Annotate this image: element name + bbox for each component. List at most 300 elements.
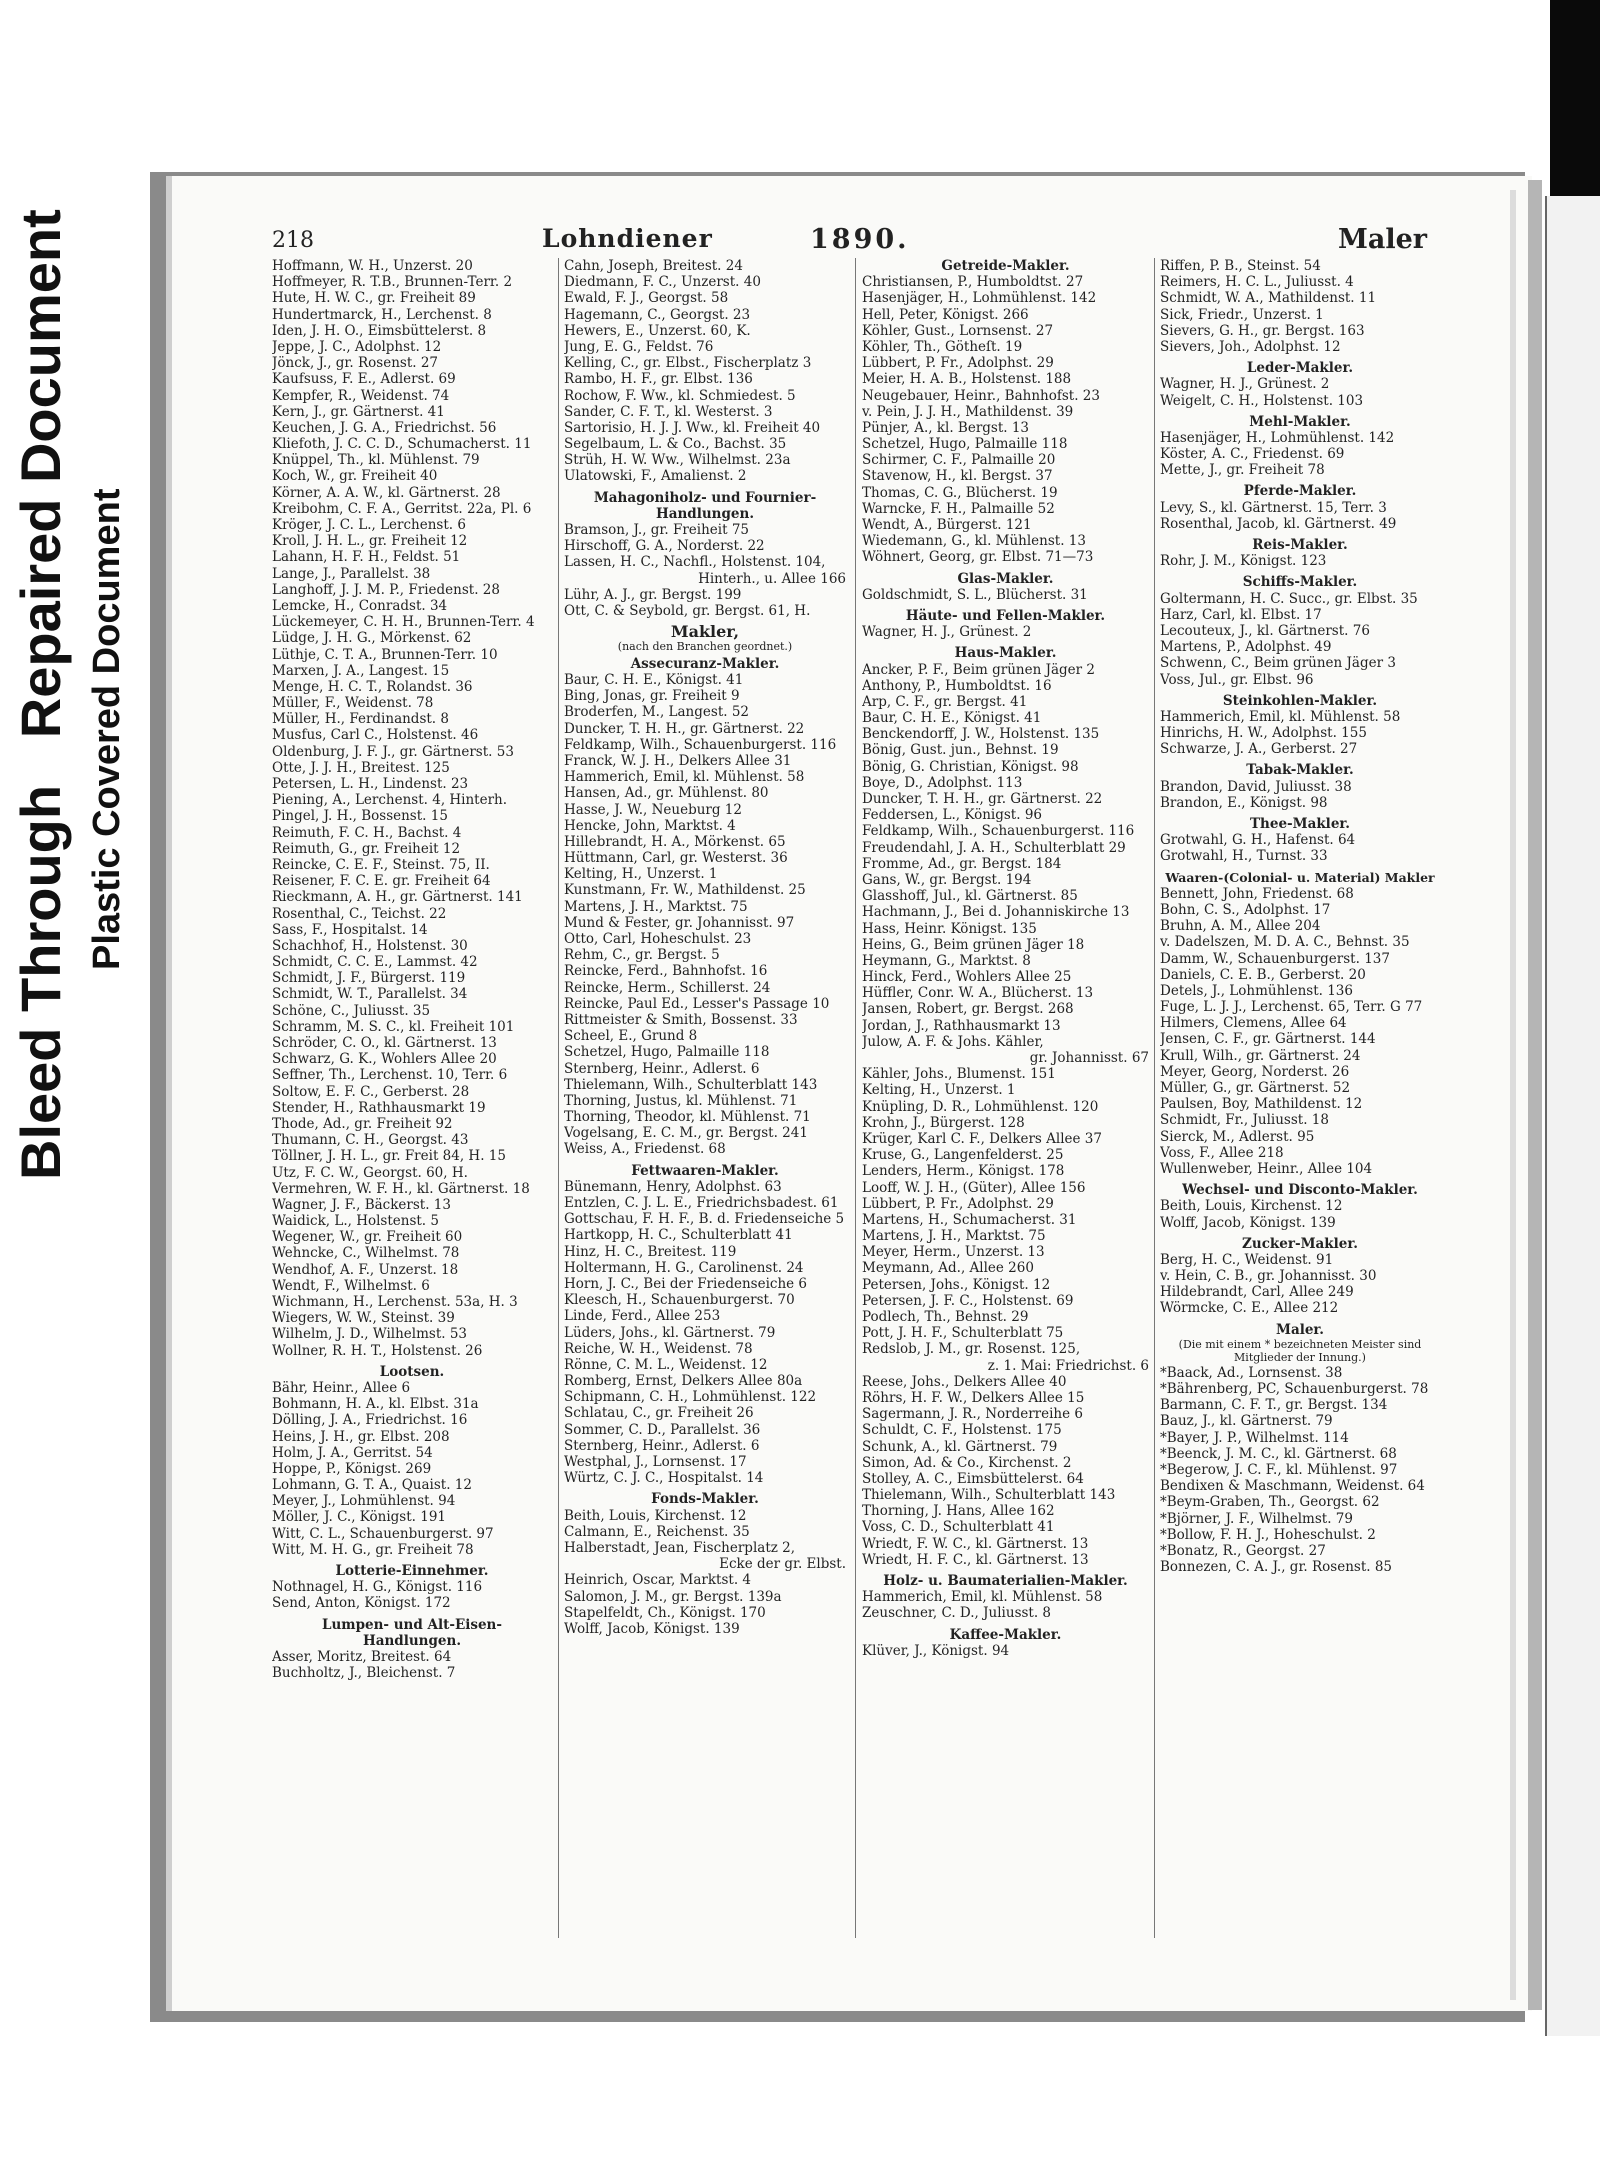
directory-entry: Lübbert, P. Fr., Adolphst. 29: [862, 355, 1054, 372]
section-heading: Reis-Makler.: [1252, 537, 1348, 553]
directory-entry: Krull, Wilh., gr. Gärtnerst. 24: [1160, 1047, 1361, 1064]
directory-entry: Iden, J. H. O., Eimsbüttelerst. 8: [272, 322, 487, 339]
directory-entry: Hencke, John, Marktst. 4: [564, 817, 736, 834]
section-heading: Häute- und Fellen-Makler.: [905, 607, 1106, 624]
section-heading: Maler.: [1276, 1321, 1324, 1338]
directory-entry: Rohr, J. M., Königst. 123: [1160, 553, 1327, 570]
directory-entry: Reincke, Paul Ed., Lesser's Passage 10: [564, 995, 830, 1012]
directory-entry: Neugebauer, Heinr., Bahnhofst. 23: [862, 387, 1100, 404]
directory-entry: Kähler, Johs., Blumenst. 151: [862, 1066, 1056, 1083]
directory-entry: Kelling, C., gr. Elbst., Fischerplatz 3: [564, 355, 812, 372]
directory-entry: Harz, Carl, kl. Elbst. 17: [1160, 606, 1322, 623]
directory-entry: Thielemann, Wilh., Schulterblatt 143: [862, 1487, 1116, 1504]
directory-entry: Hachmann, J., Bei d. Johanniskirche 13: [862, 904, 1130, 921]
section-heading: Mehl-Makler.: [1249, 413, 1351, 430]
directory-entry: Bing, Jonas, gr. Freiheit 9: [564, 688, 740, 705]
directory-entry: *Bollow, F. H. J., Hoheschulst. 2: [1160, 1526, 1376, 1543]
directory-entry: Rambo, H. F., gr. Elbst. 136: [564, 371, 753, 388]
directory-entry: Ott, C. & Seybold, gr. Bergst. 61, H.: [564, 602, 811, 619]
directory-entry: Schöne, C., Juliusst. 35: [272, 1002, 431, 1019]
directory-entry: Wolff, Jacob, Königst. 139: [1160, 1214, 1336, 1231]
directory-entry: Petersen, Johs., Königst. 12: [862, 1276, 1051, 1293]
directory-entry: Holm, J. A., Gerritst. 54: [272, 1444, 433, 1461]
directory-entry: Damm, W., Schauenburgerst. 137: [1160, 950, 1390, 967]
directory-entry: *Bährenberg, PC, Schauenburgerst. 78: [1160, 1381, 1429, 1397]
directory-entry: Hansen, Ad., gr. Mühlenst. 80: [564, 785, 769, 802]
directory-entry: Wendhof, A. F., Unzerst. 18: [272, 1261, 459, 1278]
column-rule: [855, 258, 856, 1938]
directory-entry: Knüpling, D. R., Lohmühlenst. 120: [862, 1098, 1099, 1115]
directory-entry: Meymann, Ad., Allee 260: [862, 1260, 1034, 1277]
entry-list: [1160, 709, 1440, 758]
directory-entry: Kern, J., gr. Gärtnerst. 41: [272, 403, 445, 420]
directory-entry: Daniels, C. E. B., Gerberst. 20: [1160, 966, 1366, 983]
directory-entry: Warncke, F. H., Palmaille 52: [862, 500, 1055, 517]
directory-entry: Hoffmann, W. H., Unzerst. 20: [272, 258, 473, 274]
directory-entry: Hildebrandt, Carl, Allee 249: [1160, 1284, 1354, 1301]
directory-entry: Buchholtz, J., Bleichenst. 7: [272, 1665, 456, 1682]
directory-entry: Dölling, J. A., Friedrichst. 16: [272, 1412, 468, 1429]
section-heading: Zucker-Makler.: [1242, 1235, 1358, 1252]
directory-entry: Schachhof, H., Holstenst. 30: [272, 937, 468, 954]
side-label-bleed: Bleed Through Repaired Document: [9, 209, 72, 1180]
section-heading: Holz- u. Baumaterialien-Makler.: [883, 1573, 1128, 1589]
directory-entry: Reincke, C. E. F., Steinst. 75, II.: [272, 856, 490, 873]
entry-list: [272, 1649, 552, 1681]
section-heading: Handlungen.: [362, 1632, 462, 1649]
directory-entry: Wöhnert, Georg, gr. Elbst. 71—73: [862, 549, 1094, 566]
directory-entry: Vermehren, W. F. H., kl. Gärtnerst. 18: [272, 1180, 530, 1197]
column-1: [272, 258, 552, 1681]
directory-entry: Meyer, Georg, Norderst. 26: [1160, 1063, 1350, 1080]
directory-entry: Lange, J., Parallelst. 38: [272, 565, 431, 582]
directory-entry: Martens, H., Schumacherst. 31: [862, 1211, 1077, 1228]
directory-entry: Duncker, T. H. H., gr. Gärtnerst. 22: [862, 791, 1103, 807]
directory-entry: Lüthje, C. T. A., Brunnen-Terr. 10: [272, 646, 498, 663]
directory-entry: Witt, M. H. G., gr. Freiheit 78: [272, 1541, 474, 1558]
gutter-shade: [1510, 190, 1516, 2000]
directory-entry: Witt, C. L., Schauenburgerst. 97: [272, 1525, 494, 1542]
column-rule: [1154, 258, 1155, 1938]
column-2: [564, 258, 846, 1637]
directory-entry: Looff, W. J. H., (Güter), Allee 156: [862, 1179, 1086, 1196]
directory-entry: Lemcke, H., Conradst. 34: [272, 597, 448, 614]
directory-entry: Hüffler, Conr. W. A., Blücherst. 13: [862, 985, 1094, 1002]
directory-entry: Franck, W. J. H., Delkers Allee 31: [564, 752, 792, 769]
section-heading: Haus-Makler.: [954, 645, 1057, 662]
directory-entry: Töllner, J. H. L., gr. Freit 84, H. 15: [272, 1148, 506, 1165]
directory-entry: Kliefoth, J. C. C. D., Schumacherst. 11: [272, 436, 532, 453]
directory-entry: Kempfer, R., Weidenst. 74: [272, 387, 450, 404]
directory-entry: Musfus, Carl C., Holstenst. 46: [272, 727, 479, 744]
directory-entry: Westphal, J., Lornsenst. 17: [564, 1454, 747, 1470]
directory-entry: Wilhelm, J. D., Wilhelmst. 53: [272, 1326, 468, 1343]
directory-entry: Hinrichs, H. W., Adolphst. 155: [1160, 725, 1367, 742]
directory-entry: Lassen, H. C., Nachfl., Holstenst. 104,: [564, 554, 826, 571]
directory-entry: Wagner, H. J., Grünest. 2: [1160, 376, 1330, 393]
directory-entry: Hagemann, C., Georgst. 23: [564, 306, 751, 323]
entry-list: [1160, 1365, 1440, 1575]
directory-entry: Wagner, H. J., Grünest. 2: [862, 624, 1032, 641]
directory-entry: Bauz, J., kl. Gärtnerst. 79: [1160, 1413, 1333, 1430]
directory-entry: Christiansen, P., Humboldtst. 27: [862, 274, 1084, 291]
entry-list: [272, 258, 552, 1359]
directory-entry: Müller, F., Weidenst. 78: [272, 695, 434, 712]
year: 1890.: [810, 224, 910, 255]
entry-list: [564, 1179, 846, 1487]
directory-entry: Goltermann, H. C. Succ., gr. Elbst. 35: [1160, 590, 1418, 607]
directory-entry: Bähr, Heinr., Allee 6: [272, 1379, 411, 1396]
directory-entry: Hammerich, Emil, kl. Mühlenst. 58: [1160, 708, 1401, 725]
directory-entry: Stender, H., Rathhausmarkt 19: [272, 1099, 486, 1116]
directory-entry: Fuge, L. J. J., Lerchenst. 65, Terr. G 77: [1160, 999, 1423, 1016]
directory-entry: Calmann, E., Reichenst. 35: [564, 1523, 750, 1540]
directory-entry: Hinck, Ferd., Wohlers Allee 25: [862, 969, 1072, 986]
directory-entry: Vogelsang, E. C. M., gr. Bergst. 241: [564, 1125, 808, 1142]
directory-entry: Lecouteux, J., kl. Gärtnerst. 76: [1160, 622, 1370, 639]
directory-entry: Romberg, Ernst, Delkers Allee 80a: [564, 1373, 803, 1390]
directory-entry: Gottschau, F. H. F., B. d. Friedenseiche 5: [564, 1211, 845, 1228]
directory-entry: Klüver, J., Königst. 94: [862, 1642, 1010, 1659]
directory-entry: Kaufsuss, F. E., Adlerst. 69: [272, 371, 456, 388]
directory-entry: Wörmcke, C. E., Allee 212: [1160, 1300, 1339, 1317]
directory-entry: Schmidt, C. C. E., Lammst. 42: [272, 954, 478, 971]
column-3: [862, 258, 1149, 1659]
section-heading: Lotterie-Einnehmer.: [335, 1563, 489, 1579]
directory-entry: Hartkopp, H. C., Schulterblatt 41: [564, 1227, 793, 1244]
directory-entry: Pingel, J. H., Bossenst. 15: [272, 808, 448, 825]
directory-entry: Menge, H. C. T., Rolandst. 36: [272, 678, 473, 695]
directory-entry: Entzlen, C. J. L. E., Friedrichsbadest. 61: [564, 1195, 839, 1211]
directory-entry: Kelting, H., Unzerst. 1: [862, 1082, 1016, 1099]
column-rule: [558, 258, 559, 1938]
facing-page-edge: [1545, 196, 1600, 2036]
directory-entry: Hasenjäger, H., Lohmühlenst. 142: [1160, 429, 1395, 446]
directory-entry: Goldschmidt, S. L., Blücherst. 31: [862, 586, 1088, 603]
directory-entry: Hoppe, P., Königst. 269: [272, 1460, 432, 1477]
directory-entry: Krohn, J., Bürgerst. 128: [862, 1114, 1025, 1131]
section-heading: Handlungen.: [655, 505, 755, 522]
directory-entry: Podlech, Th., Behnst. 29: [862, 1309, 1029, 1325]
directory-entry: Julow, A. F. & Johs. Kähler,: [862, 1033, 1044, 1050]
directory-entry: Brandon, David, Juliusst. 38: [1160, 778, 1352, 795]
directory-entry: Heins, J. H., gr. Elbst. 208: [272, 1428, 450, 1445]
directory-entry: Rosenthal, Jacob, kl. Gärtnerst. 49: [1160, 515, 1397, 532]
directory-entry: Schunk, A., kl. Gärtnerst. 79: [862, 1438, 1058, 1455]
directory-entry: Weigelt, C. H., Holstenst. 103: [1160, 392, 1364, 409]
directory-entry: Wendt, F., Wilhelmst. 6: [272, 1277, 430, 1294]
directory-entry: Asser, Moritz, Breitest. 64: [272, 1648, 452, 1665]
directory-entry: Simon, Ad. & Co., Kirchenst. 2: [862, 1454, 1072, 1471]
directory-entry: Lüders, Johs., kl. Gärtnerst. 79: [564, 1324, 776, 1341]
entry-list: [272, 1380, 552, 1558]
directory-entry: Bennett, John, Friedenst. 68: [1160, 885, 1354, 902]
entry-continuation: z. 1. Mai: Friedrichst. 6: [987, 1357, 1149, 1374]
entry-list: [862, 1589, 1149, 1621]
directory-entry: Kroll, J. H. L., gr. Freiheit 12: [272, 533, 468, 550]
directory-entry: Martens, P., Adolphst. 49: [1160, 639, 1332, 656]
section-heading: Mahagoniholz- und Fournier-: [593, 489, 817, 506]
directory-entry: Schirmer, C. F., Palmaille 20: [862, 452, 1056, 469]
directory-entry: Lüdge, J. H. G., Mörkenst. 62: [272, 630, 472, 647]
directory-entry: Fromme, Ad., gr. Bergst. 184: [862, 855, 1062, 872]
directory-entry: Wriedt, H. F. C., kl. Gärtnerst. 13: [862, 1551, 1089, 1568]
directory-entry: Voss, C. D., Schulterblatt 41: [862, 1519, 1055, 1536]
directory-entry: Keuchen, J. G. A., Friedrichst. 56: [272, 419, 497, 436]
directory-entry: Voss, Jul., gr. Elbst. 96: [1160, 671, 1314, 688]
section-note: (nach den Branchen geordnet.): [617, 640, 793, 654]
directory-entry: Thorning, J. Hans, Allee 162: [862, 1503, 1055, 1520]
directory-entry: Pünjer, A., kl. Bergst. 13: [862, 419, 1030, 436]
directory-entry: Marxen, J. A., Langest. 15: [272, 662, 450, 679]
directory-entry: Linde, Ferd., Allee 253: [564, 1308, 721, 1325]
directory-entry: Schipmann, C. H., Lohmühlenst. 122: [564, 1389, 817, 1406]
directory-entry: Jeppe, J. C., Adolphst. 12: [272, 338, 442, 355]
directory-entry: Rönne, C. M. L., Weidenst. 12: [564, 1356, 768, 1373]
directory-entry: Bendixen & Maschmann, Weidenst. 64: [1160, 1478, 1425, 1495]
directory-entry: Jordan, J., Rathhausmarkt 13: [862, 1017, 1061, 1034]
directory-entry: Stolley, A. C., Eimsbüttelerst. 64: [862, 1470, 1084, 1487]
page-header: [272, 224, 1427, 258]
directory-entry: Thielemann, Wilh., Schulterblatt 143: [564, 1076, 818, 1093]
directory-entry: Bünemann, Henry, Adolphst. 63: [564, 1178, 782, 1195]
directory-entry: Jönck, J., gr. Rosenst. 27: [272, 355, 439, 372]
section-heading: Steinkohlen-Makler.: [1222, 692, 1378, 709]
directory-entry: Reimuth, G., gr. Freiheit 12: [272, 840, 461, 857]
directory-entry: Holtermann, H. G., Carolinenst. 24: [564, 1259, 804, 1276]
directory-entry: Feldkamp, Wilh., Schauenburgerst. 116: [564, 736, 837, 753]
directory-entry: Petersen, J. F. C., Holstenst. 69: [862, 1292, 1074, 1309]
directory-entry: Sievers, G. H., gr. Bergst. 163: [1160, 322, 1365, 339]
directory-entry: Martens, J. H., Marktst. 75: [564, 898, 748, 915]
directory-entry: Jensen, C. F., gr. Gärtnerst. 144: [1160, 1031, 1376, 1048]
directory-entry: Kröger, J. C. L., Lerchenst. 6: [272, 517, 466, 533]
directory-entry: Schwarz, G. K., Wohlers Allee 20: [272, 1051, 497, 1068]
directory-entry: Send, Anton, Königst. 172: [272, 1595, 451, 1612]
directory-entry: Sommer, C. D., Parallelst. 36: [564, 1421, 761, 1438]
entry-list: [564, 1508, 846, 1557]
section-heading: Fonds-Makler.: [651, 1491, 759, 1508]
directory-entry: Hute, H. W. C., gr. Freiheit 89: [272, 290, 476, 307]
entry-list: [1160, 258, 1440, 355]
directory-entry: *Bonatz, R., Georgst. 27: [1160, 1542, 1326, 1559]
directory-entry: Schetzel, Hugo, Palmaille 118: [862, 436, 1068, 453]
directory-entry: Rochow, F. Ww., kl. Schmiedest. 5: [564, 387, 796, 404]
page-number: 218: [272, 228, 314, 253]
directory-entry: *Bayer, J. P., Wilhelmst. 114: [1160, 1429, 1349, 1446]
directory-entry: Sander, C. F. T., kl. Westerst. 3: [564, 403, 773, 420]
directory-entry: Knüppel, Th., kl. Mühlenst. 79: [272, 452, 480, 469]
directory-entry: Berg, H. C., Weidenst. 91: [1160, 1251, 1334, 1268]
directory-entry: Thorning, Justus, kl. Mühlenst. 71: [564, 1092, 798, 1109]
directory-entry: *Begerow, J. C. F., kl. Mühlenst. 97: [1160, 1461, 1398, 1478]
directory-entry: Salomon, J. M., gr. Bergst. 139a: [564, 1588, 782, 1605]
section-note: (Die mit einem * bezeichneten Meister sind Mitglieder der Innung.): [1178, 1337, 1422, 1365]
directory-entry: Wiegers, W. W., Steinst. 39: [272, 1310, 455, 1327]
directory-entry: Stapelfeldt, Ch., Königst. 170: [564, 1604, 766, 1621]
directory-entry: *Beenck, J. M. C., kl. Gärtnerst. 68: [1160, 1445, 1397, 1462]
directory-entry: Reese, Johs., Delkers Allee 40: [862, 1373, 1067, 1390]
section-heading: Wechsel- und Disconto-Makler.: [1182, 1182, 1418, 1199]
directory-entry: Kelting, H., Unzerst. 1: [564, 866, 718, 883]
directory-entry: Grotwahl, H., Turnst. 33: [1160, 848, 1328, 865]
directory-entry: Röhrs, H. F. W., Delkers Allee 15: [862, 1389, 1085, 1406]
directory-entry: Lübbert, P. Fr., Adolphst. 29: [862, 1195, 1054, 1212]
entry-list: [862, 1374, 1149, 1568]
directory-entry: Bruhn, A. M., Allee 204: [1160, 918, 1321, 935]
directory-entry: Nothnagel, H. G., Königst. 116: [272, 1579, 483, 1596]
directory-entry: Hasse, J. W., Neueburg 12: [564, 801, 742, 818]
directory-entry: Strüh, H. W. Ww., Wilhelmst. 23a: [564, 452, 791, 469]
directory-entry: Hilmers, Clemens, Allee 64: [1160, 1015, 1347, 1032]
directory-entry: Reiche, W. H., Weidenst. 78: [564, 1340, 753, 1357]
directory-entry: Beith, Louis, Kirchenst. 12: [1160, 1198, 1343, 1215]
entry-list: [862, 274, 1149, 565]
directory-entry: Sartorisio, H. J. J. Ww., kl. Freiheit 40: [564, 419, 821, 436]
entry-continuation: Ecke der gr. Elbst.: [719, 1556, 846, 1573]
entry-continuation: Hinterh., u. Allee 166: [698, 570, 846, 587]
directory-entry: Ewald, F. J., Georgst. 58: [564, 290, 729, 307]
directory-entry: Kruse, G., Langenfelderst. 25: [862, 1147, 1064, 1164]
directory-entry: Kunstmann, Fr. W., Mathildenst. 25: [564, 882, 806, 899]
section-heading: Thee-Makler.: [1250, 816, 1350, 832]
directory-entry: Baur, C. H. E., Königst. 41: [564, 672, 744, 688]
directory-entry: Lühr, A. J., gr. Bergst. 199: [564, 586, 742, 603]
directory-entry: Benckendorff, J. W., Holstenst. 135: [862, 726, 1100, 743]
directory-entry: Thomas, C. G., Blücherst. 19: [862, 484, 1058, 501]
directory-entry: Anthony, P., Humboldtst. 16: [862, 677, 1052, 694]
directory-entry: Hammerich, Emil, kl. Mühlenst. 58: [862, 1589, 1103, 1606]
directory-entry: Langhoff, J. J. M. P., Friedenst. 28: [272, 581, 500, 598]
directory-entry: Cahn, Joseph, Breitest. 24: [564, 258, 743, 274]
directory-entry: Riffen, P. B., Steinst. 54: [1160, 258, 1321, 274]
directory-entry: Feddersen, L., Königst. 96: [862, 807, 1042, 824]
entry-list: [1160, 886, 1440, 1177]
directory-entry: Zeuschner, C. D., Juliusst. 8: [862, 1605, 1052, 1622]
directory-entry: Rieckmann, A. H., gr. Gärtnerst. 141: [272, 889, 523, 906]
directory-entry: Piening, A., Lerchenst. 4, Hinterh.: [272, 792, 508, 809]
section-heading: Waaren-(Colonial- u. Material) Makler: [1165, 869, 1435, 885]
entry-list: [564, 1572, 846, 1637]
entry-list: [862, 662, 1149, 1051]
directory-entry: Schwarze, J. A., Gerberst. 27: [1160, 741, 1358, 758]
directory-entry: Thorning, Theodor, kl. Mühlenst. 71: [564, 1109, 811, 1126]
directory-entry: Koch, W., gr. Freiheit 40: [272, 468, 438, 485]
directory-entry: Meyer, Herm., Unzerst. 13: [862, 1244, 1045, 1261]
entry-list: [272, 1579, 552, 1611]
directory-entry: Hoffmeyer, R. T.B., Brunnen-Terr. 2: [272, 274, 513, 291]
directory-entry: Feldkamp, Wilh., Schauenburgerst. 116: [862, 823, 1135, 840]
directory-entry: Sierck, M., Adlerst. 95: [1160, 1128, 1315, 1145]
directory-entry: Lückemeyer, C. H. H., Brunnen-Terr. 4: [272, 614, 535, 631]
section-title: Lohndiener: [542, 224, 713, 253]
directory-entry: Mette, J., gr. Freiheit 78: [1160, 462, 1325, 479]
directory-entry: Bohmann, H. A., kl. Elbst. 31a: [272, 1396, 479, 1413]
entry-list: [564, 258, 846, 485]
directory-entry: Hewers, E., Unzerst. 60, K.: [564, 322, 751, 339]
directory-entry: Rosenthal, C., Teichst. 22: [272, 905, 447, 922]
directory-entry: Reimuth, F. C. H., Bachst. 4: [272, 824, 462, 841]
directory-entry: Schlatau, C., gr. Freiheit 26: [564, 1405, 754, 1422]
directory-entry: Baur, C. H. E., Königst. 41: [862, 710, 1042, 727]
directory-entry: Köster, A. C., Friedenst. 69: [1160, 446, 1345, 463]
directory-entry: Wichmann, H., Lerchenst. 53a, H. 3: [272, 1294, 518, 1310]
entry-list: [1160, 376, 1440, 408]
column-4: [1160, 258, 1440, 1575]
directory-entry: Hüttmann, Carl, gr. Westerst. 36: [564, 850, 788, 867]
directory-entry: Wegener, W., gr. Freiheit 60: [272, 1229, 463, 1246]
directory-entry: v. Pein, J. J. H., Mathildenst. 39: [862, 403, 1074, 420]
entry-list: [564, 587, 846, 619]
directory-entry: Sagermann, J. R., Norderreihe 6: [862, 1406, 1083, 1423]
directory-entry: Brandon, E., Königst. 98: [1160, 794, 1328, 811]
section-heading: Pferde-Makler.: [1243, 483, 1357, 500]
directory-entry: Reisener, F. C. E. gr. Freiheit 64: [272, 873, 491, 890]
directory-entry: Wagner, J. F., Bäckerst. 13: [272, 1196, 451, 1213]
directory-entry: Voss, F., Allee 218: [1160, 1144, 1284, 1161]
directory-entry: Freudendahl, J. A. H., Schulterblatt 29: [862, 839, 1126, 856]
directory-entry: Scheel, E., Grund 8: [564, 1028, 698, 1045]
section-heading: Lumpen- und Alt-Eisen-: [322, 1616, 502, 1633]
directory-entry: Bönig, Gust. jun., Behnst. 19: [862, 742, 1059, 759]
directory-entry: Reincke, Ferd., Bahnhofst. 16: [564, 963, 768, 980]
directory-entry: Sass, F., Hospitalst. 14: [272, 921, 428, 938]
directory-entry: Heins, G., Beim grünen Jäger 18: [862, 936, 1085, 953]
section-heading: Lootsen.: [379, 1363, 445, 1380]
directory-entry: Jung, E. G., Feldst. 76: [564, 338, 714, 355]
entry-list: [862, 587, 1149, 603]
directory-entry: Redslob, J. M., gr. Rosenst. 125,: [862, 1341, 1081, 1358]
directory-entry: Meier, H. A. B., Holstenst. 188: [862, 371, 1072, 388]
directory-entry: Soltow, E. F. C., Gerberst. 28: [272, 1083, 470, 1100]
directory-entry: Levy, S., kl. Gärtnerst. 15, Terr. 3: [1160, 499, 1387, 516]
directory-entry: Heinrich, Oscar, Marktst. 4: [564, 1572, 751, 1589]
directory-entry: Möller, J. C., Königst. 191: [272, 1509, 447, 1526]
directory-entry: Würtz, C. J. C., Hospitalst. 14: [564, 1470, 764, 1487]
directory-entry: Broderfen, M., Langest. 52: [564, 704, 749, 721]
entry-continuation: gr. Johannisst. 67: [1029, 1050, 1149, 1066]
directory-entry: Schuldt, C. F., Holstenst. 175: [862, 1422, 1062, 1439]
directory-entry: Lenders, Herm., Königst. 178: [862, 1163, 1065, 1180]
directory-entry: Sternberg, Heinr., Adlerst. 6: [564, 1060, 760, 1077]
directory-entry: Detels, J., Lohmühlenst. 136: [1160, 982, 1353, 999]
directory-entry: Hell, Peter, Königst. 266: [862, 306, 1029, 323]
directory-entry: Köhler, Th., Götheſt. 19: [862, 338, 1023, 355]
directory-entry: Lahann, H. F. H., Feldst. 51: [272, 549, 461, 566]
directory-entry: Bonnezen, C. A. J., gr. Rosenst. 85: [1160, 1559, 1393, 1576]
section-heading: Kaffee-Makler.: [949, 1626, 1062, 1643]
directory-entry: Ancker, P. F., Beim grünen Jäger 2: [862, 661, 1096, 678]
entry-list: [1160, 1252, 1440, 1317]
entry-list: [862, 1066, 1149, 1357]
directory-entry: Barmann, C. F. T., gr. Bergst. 134: [1160, 1397, 1388, 1414]
entry-list: [1160, 430, 1440, 479]
directory-entry: Hinz, H. C., Breitest. 119: [564, 1243, 737, 1260]
directory-entry: Wiedemann, G., kl. Mühlenst. 13: [862, 533, 1086, 550]
directory-entry: Hammerich, Emil, kl. Mühlenst. 58: [564, 769, 805, 786]
directory-entry: Kleesch, H., Schauenburgerst. 70: [564, 1292, 795, 1309]
directory-entry: Wullenweber, Heinr., Allee 104: [1160, 1160, 1373, 1177]
entry-list: [1160, 500, 1440, 532]
directory-entry: Sternberg, Heinr., Adlerst. 6: [564, 1437, 760, 1454]
directory-entry: Wolff, Jacob, Königst. 139: [564, 1620, 740, 1637]
directory-entry: Bönig, G. Christian, Königst. 98: [862, 758, 1079, 775]
directory-entry: Hirschoff, G. A., Norderst. 22: [564, 538, 765, 555]
directory-entry: Bramson, J., gr. Freiheit 75: [564, 522, 750, 538]
section-heading: Fettwaaren-Makler.: [631, 1162, 779, 1179]
directory-entry: Stavenow, H., kl. Bergst. 37: [862, 468, 1053, 485]
directory-entry: Gans, W., gr. Bergst. 194: [862, 871, 1032, 888]
